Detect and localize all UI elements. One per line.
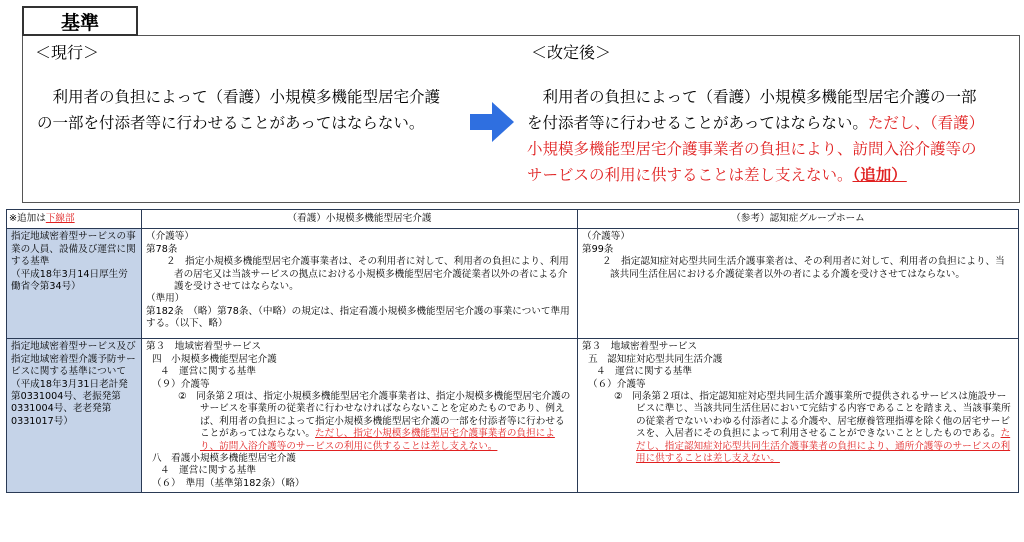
- row2-col1-l5: [146, 391, 573, 453]
- col1-header: （看護）小規模多機能型居宅介護: [142, 210, 578, 229]
- row1-col1-l3: ２ 指定小規模多機能型居宅介護事業者は、その利用者に対して、利用者の負担により、利用者の居宅又は当該サービスの拠点における小規模多機能型居宅介護従業者以外の者による介護を受けさせてはならない。: [166, 256, 569, 293]
- addition-note-underlined: 下線部: [45, 213, 75, 224]
- row2-col1: [142, 339, 578, 493]
- current-label: ＜現行＞: [35, 43, 100, 62]
- row1-col2-l1: （介護等）: [582, 231, 630, 243]
- row2-col1-l4: （９）介護等: [152, 378, 210, 390]
- current-text: 利用者の負担によって（看護）小規模多機能型居宅介護の一部を付添者等に行わせることがあってはならない。: [37, 88, 441, 132]
- comparison-box: [22, 35, 1020, 203]
- row2-col2-l5-text: ② 同条第２項は、指定認知症対応型共同生活介護事業所で提供されるサービスは施設サービスに準じ、当該共同生活住居において完結する内容であることを踏まえ、当該事業所の従業者でないいわゆる付添者による介護や、居宅療養管理指導を除く他の居宅サービスを、入居者にその負担によって利用させることができないこととしたものである。: [614, 391, 1011, 440]
- row1-col1: [142, 229, 578, 339]
- revised-base-text: 利用者の負担によって（看護）小規模多機能型居宅介護の一部を付添者等に行わせることがあってはならない。: [527, 88, 977, 132]
- row1-col2-l3: ２ 指定認知症対応型共同生活介護事業者は、その利用者に対して、利用者の負担により、当該共同生活住居における介護従業者以外の者による介護を受けさせてはならない。: [602, 256, 1005, 280]
- row2-col2-l5-added: ただし、指定認知症対応型共同生活介護事業者の負担により、通所介護等のサービスの利用に供することは差し支えない。: [636, 428, 1011, 465]
- row2-col1-l5-text: ② 同条第２項は、指定小規模多機能型居宅介護事業者は、指定小規模多機能型居宅介護のサービスを事業所の従業者に行わせなければならないことを定めたものであり、例えば、利用者の負担によって指定小規模多機能型居宅介護の一部を付添者等に行わせることがあってはならない。: [178, 391, 571, 440]
- revised-text: [527, 84, 987, 188]
- row1-head-title: 指定地域密着型サービスの事業の人員、設備及び運営に関する基準: [11, 231, 136, 268]
- row2-head-title: 指定地域密着型サービス及び指定地域密着型介護予防サービスに関する基準について: [11, 341, 136, 378]
- row2-col1-l1: 第３ 地域密着型サービス: [146, 341, 262, 353]
- table-row: [7, 229, 1019, 339]
- comparison-table: [6, 209, 1019, 493]
- page-title: 基準: [22, 6, 138, 36]
- row1-head-sub: （平成18年3月14日厚生労働省令第34号）: [11, 268, 128, 293]
- row2-col1-l7: ４ 運営に関する基準: [160, 465, 256, 477]
- table-header-row: [7, 210, 1019, 229]
- row2-col2-l3: ４ 運営に関する基準: [596, 366, 692, 378]
- row1-col2-l2: 第99条: [582, 243, 614, 255]
- row1-col1-l1: （介護等）: [146, 231, 194, 243]
- row2-col2: [578, 339, 1019, 493]
- col2-header: （参考）認知症グループホーム: [578, 210, 1019, 229]
- row2-col1-l2: 四 小規模多機能型居宅介護: [152, 353, 277, 365]
- table-row: [7, 339, 1019, 493]
- revised-added-tag: （追加）: [852, 166, 907, 184]
- revised-label: ＜改定後＞: [531, 43, 612, 62]
- row2-col2-l2: 五 認知症対応型共同生活介護: [588, 353, 723, 365]
- row2-head: [7, 339, 142, 493]
- revised-added-text: ただし、（看護）小規模多機能型居宅介護事業者の負担により、訪問入浴介護等のサービスの利用に供することは差し支えない。: [527, 114, 985, 184]
- row2-col2-l5: [582, 391, 1014, 465]
- row2-head-sub: （平成18年3月31日老計発第0331004号、老振発第0331004号、老老発第0331017号）: [11, 378, 128, 427]
- addition-note-prefix: ※追加は: [9, 213, 46, 224]
- row2-col2-l4: （６）介護等: [588, 378, 646, 390]
- row2-col1-l5-added: ただし、指定小規模多機能型居宅介護事業者の負担により、訪問入浴介護等のサービスの利用に供することは差し支えない。: [200, 428, 555, 452]
- right-arrow-icon: [470, 102, 514, 142]
- row2-col1-l8: （６） 準用（基準第182条）（略）: [152, 477, 305, 489]
- row2-col1-l3: ４ 運営に関する基準: [160, 366, 256, 378]
- row1-head: [7, 229, 142, 339]
- row1-col1-l2: 第78条: [146, 243, 178, 255]
- row2-col1-l6: 八 看護小規模多機能型居宅介護: [152, 453, 296, 465]
- addition-note: [7, 210, 142, 229]
- row1-col1-l4: （準用）: [146, 293, 185, 305]
- row2-col2-l1: 第３ 地域密着型サービス: [582, 341, 698, 353]
- row1-col1-l5: 第182条 （略）第78条、（中略）の規定は、指定看護小規模多機能型居宅介護の事業について準用する。（以下、略）: [146, 305, 570, 330]
- row1-col2: [578, 229, 1019, 339]
